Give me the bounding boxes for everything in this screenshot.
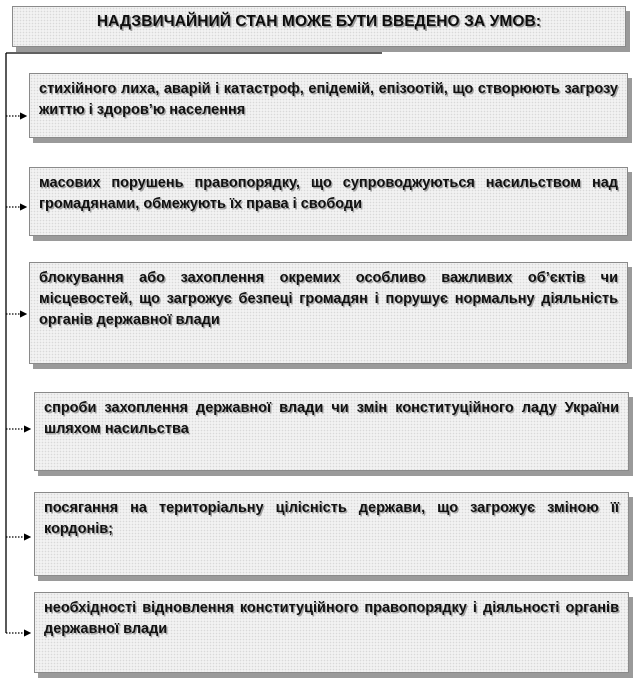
condition-text-4: спроби захоплення державної влади чи змін конституційного ладу України шляхом насильства [44, 400, 619, 437]
condition-box-4 [34, 392, 629, 471]
title-box [12, 6, 626, 47]
condition-box-1 [29, 73, 628, 138]
diagram-title: НАДЗВИЧАЙНИЙ СТАН МОЖЕ БУТИ ВВЕДЕНО ЗА УМОВ: [96, 13, 542, 30]
condition-text-5: посягання на територіальну цілісність держави, що загрожує зміною її кордонів; [44, 500, 619, 537]
condition-text-1: стихійного лиха, аварій і катастроф, епідемій, епізоотій, що створюють загрозу життю і здоров’ю населення [39, 81, 618, 118]
condition-box-5 [34, 492, 629, 576]
condition-text-6: необхідності відновлення конституційного правопорядку і діяльності органів державної влади [44, 600, 619, 637]
condition-box-2 [29, 167, 628, 236]
condition-box-6 [34, 592, 629, 673]
condition-text-2: масових порушень правопорядку, що супроводжуються насильством над громадянами, обмежують їх права і свободи [39, 175, 618, 212]
condition-text-3: блокування або захоплення окремих особливо важливих об’єктів чи місцевостей, що загрожує безпеці громадян і порушує нормальну діяльність органів державної влади [39, 270, 618, 328]
condition-box-3 [29, 262, 628, 364]
